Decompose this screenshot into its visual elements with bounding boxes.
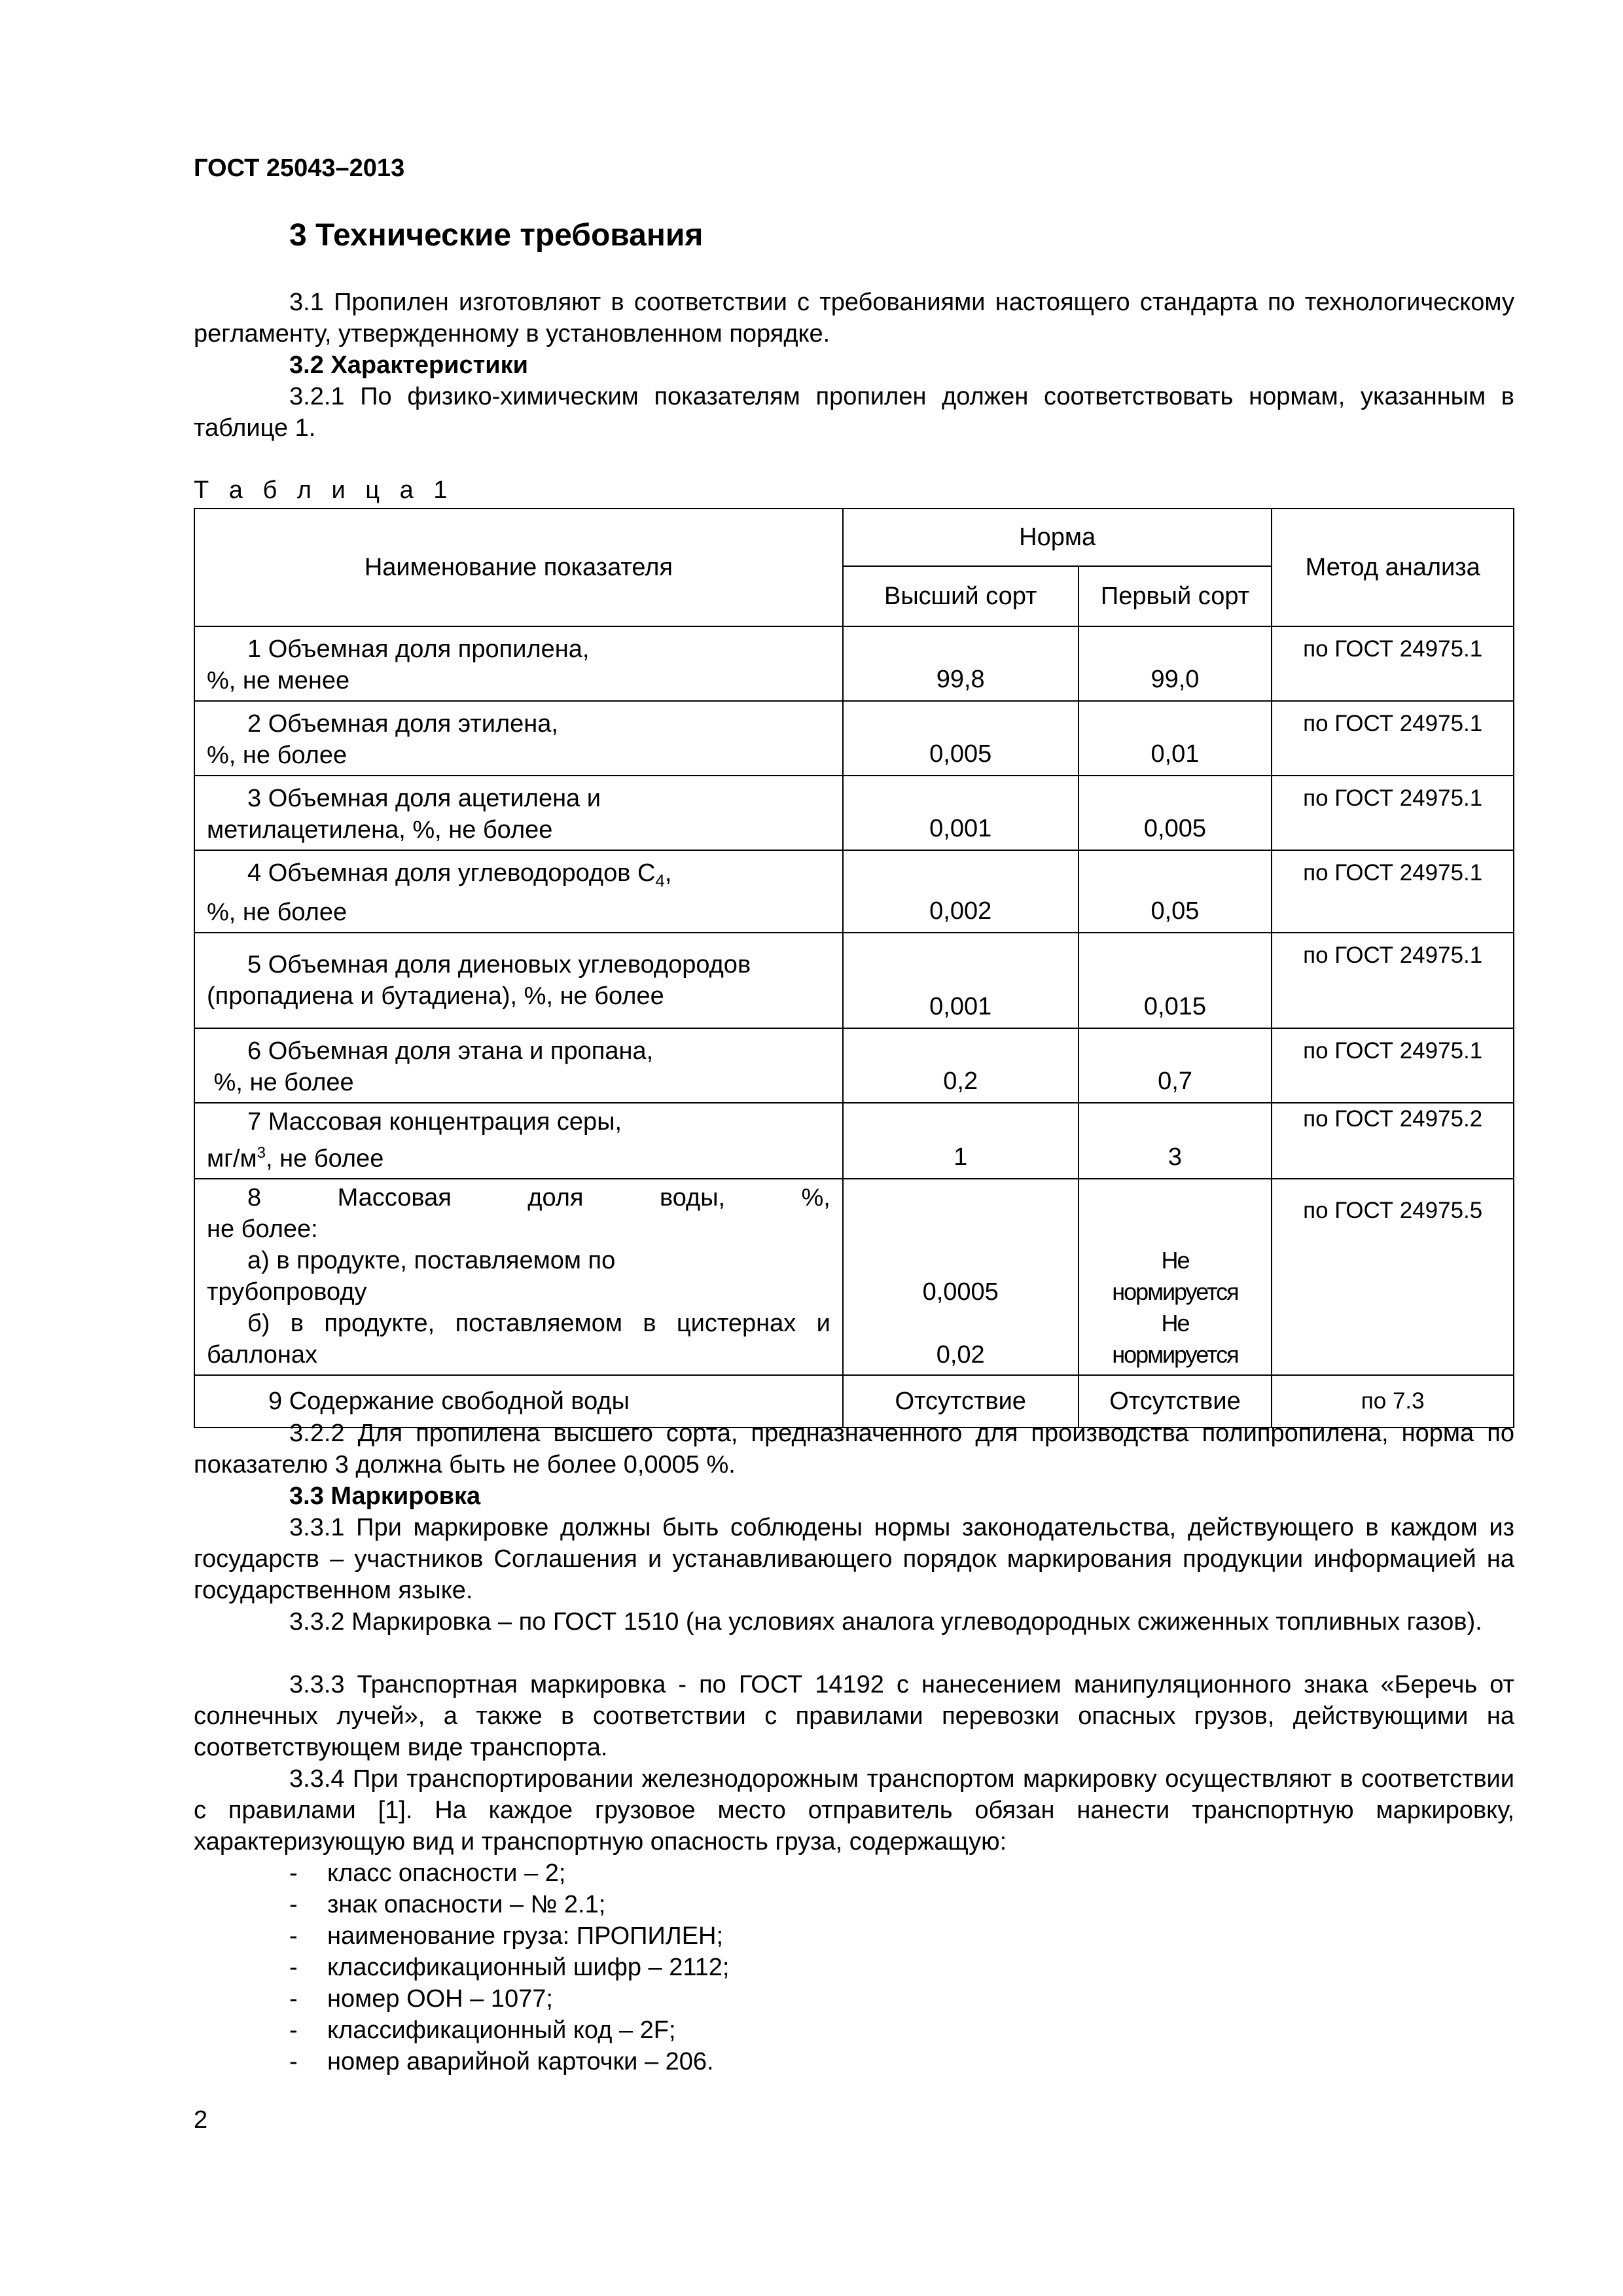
analysis-method: по ГОСТ 24975.2 <box>1272 1103 1514 1179</box>
document-code-header: ГОСТ 25043–2013 <box>194 154 405 182</box>
section-title: 3 Технические требования <box>289 218 704 253</box>
indicator-line-1: 7 Массовая концентрация серы, <box>247 1107 622 1136</box>
analysis-method: по ГОСТ 24975.5 <box>1272 1179 1514 1375</box>
value-top-grade: 1 <box>843 1103 1079 1179</box>
list-item <box>289 1889 730 1920</box>
indicator-text-tail: , не более <box>266 1145 384 1173</box>
list-item-text: знак опасности – № 2.1; <box>327 1891 606 1918</box>
subitem-b-line-1: б) в продукте, поставляемом в цистернах и <box>247 1310 830 1338</box>
analysis-method: по ГОСТ 24975.1 <box>1272 701 1514 776</box>
indicator-name <box>194 701 843 776</box>
indicator-line-1: 8 Массовая доля воды, %, <box>247 1184 830 1212</box>
list-item-text: номер аварийной карточки – 206. <box>327 2048 714 2075</box>
subsection-title-3-3: 3.3 Маркировка <box>289 1482 481 1510</box>
value-top-grade: 0,002 <box>843 850 1079 933</box>
list-item-text: классификационный шифр – 2112; <box>327 1954 730 1981</box>
marking-list <box>289 1857 730 2077</box>
value-top-grade <box>843 1179 1079 1375</box>
value-first-grade: 0,05 <box>1079 850 1272 933</box>
paragraph-3-2-2: 3.2.2 Для пропилена высшего сорта, предназначенного для производства полипропилена, норма по показателю 3 должна быть не более 0,0005 %. <box>194 1420 1514 1479</box>
table-row <box>194 626 1514 701</box>
table-header-row <box>194 509 1514 566</box>
value-top-grade: Отсутствие <box>843 1375 1079 1427</box>
indicator-line-1: 3 Объемная доля ацетилена и <box>247 785 601 812</box>
indicator-name <box>194 776 843 850</box>
list-item <box>289 2046 730 2077</box>
value-top-grade: 0,001 <box>843 776 1079 850</box>
not-normalized-a-2: нормируется <box>1112 1278 1238 1306</box>
subitem-a-line-1: а) в продукте, поставляемом по <box>247 1247 616 1275</box>
subsection-title-3-2: 3.2 Характеристики <box>289 351 529 379</box>
value-top-grade: 99,8 <box>843 626 1079 701</box>
value-first-grade: 0,01 <box>1079 701 1272 776</box>
header-first-grade: Первый сорт <box>1079 566 1272 626</box>
page-number: 2 <box>194 2106 208 2134</box>
value-a: 0,0005 <box>922 1278 999 1306</box>
paragraph-3-3-2: 3.3.2 Маркировка – по ГОСТ 1510 (на условиях аналога углеводородных сжиженных топливных газов). <box>289 1608 1482 1636</box>
norms-table <box>194 508 1514 1428</box>
indicator-name <box>194 1179 843 1375</box>
analysis-method: по ГОСТ 24975.1 <box>1272 1028 1514 1103</box>
list-dash: - <box>289 1922 298 1950</box>
list-dash: - <box>289 2017 298 2044</box>
subitem-a-line-2: трубопроводу <box>207 1278 367 1306</box>
list-item <box>289 1920 730 1952</box>
list-dash: - <box>289 1891 298 1918</box>
value-first-grade: 99,0 <box>1079 626 1272 701</box>
value-first-grade: 0,005 <box>1079 776 1272 850</box>
list-item <box>289 1857 730 1889</box>
table-row <box>194 1103 1514 1179</box>
indicator-line-2: метилацетилена, %, не более <box>207 816 553 844</box>
indicator-name: 9 Содержание свободной воды <box>194 1375 843 1427</box>
table-row <box>194 850 1514 933</box>
indicator-name <box>194 1103 843 1179</box>
list-item <box>289 2015 730 2046</box>
paragraph-3-3-4: 3.3.4 При транспортировании железнодорожным транспортом маркировку осуществляют в соответствии с правилами [1]. На каждое грузовое место отправитель обязан нанести транспортную маркировку, характеризующую вид и транспортную опасность груза, содержащую: <box>194 1765 1514 1856</box>
indicator-line-2: %, не более <box>207 742 348 769</box>
table-row <box>194 933 1514 1028</box>
list-dash: - <box>289 1954 298 1981</box>
indicator-name <box>194 1028 843 1103</box>
not-normalized-b-2: нормируется <box>1112 1341 1238 1369</box>
not-normalized-a-1: Не <box>1161 1247 1189 1274</box>
list-item-text: класс опасности – 2; <box>327 1859 566 1887</box>
value-first-grade: 0,015 <box>1079 933 1272 1028</box>
indicator-line-1 <box>207 857 830 897</box>
paragraph-3-3-3: 3.3.3 Транспортная маркировка - по ГОСТ 14192 с нанесением манипуляционного знака «Беречь от солнечных лучей», а также в соответствии с правилами перевозки опасных грузов, действующими на соответствующем виде транспорта. <box>194 1671 1514 1761</box>
not-normalized-b-1: Не <box>1161 1310 1189 1337</box>
table-row <box>194 701 1514 776</box>
indicator-line-2: (пропадиена и бутадиена), %, не более <box>207 982 664 1010</box>
indicator-text: 4 Объемная доля углеводородов С <box>247 859 656 887</box>
indicator-line-1: 2 Объемная доля этилена, <box>247 710 558 738</box>
subscript: 4 <box>655 870 665 891</box>
list-dash: - <box>289 2048 298 2075</box>
indicator-line-2 <box>207 1138 830 1175</box>
analysis-method: по ГОСТ 24975.1 <box>1272 626 1514 701</box>
paragraph-3-1: 3.1 Пропилен изготовляют в соответствии с требованиями настоящего стандарта по технологическому регламенту, утвержденному в установленном порядке. <box>194 289 1514 348</box>
table-row <box>194 776 1514 850</box>
spacer <box>844 1308 1078 1339</box>
header-method: Метод анализа <box>1272 509 1514 626</box>
value-first-grade: Отсутствие <box>1079 1375 1272 1427</box>
list-item <box>289 1952 730 1983</box>
table-row-water <box>194 1179 1514 1375</box>
list-item-text: классификационный код – 2F; <box>327 2017 676 2044</box>
subitem-b-line-2: баллонах <box>207 1341 318 1369</box>
value-first-grade: 0,7 <box>1079 1028 1272 1103</box>
table-row <box>194 1028 1514 1103</box>
superscript: 3 <box>257 1143 266 1162</box>
indicator-line-2: %, не менее <box>207 667 350 694</box>
indicator-name <box>194 850 843 933</box>
indicator-line-2: %, не более <box>207 1068 354 1096</box>
list-item <box>289 1983 730 2015</box>
table-caption: Т а б л и ц а 1 <box>194 476 454 504</box>
analysis-method: по ГОСТ 24975.1 <box>1272 933 1514 1028</box>
indicator-name <box>194 933 843 1028</box>
value-top-grade: 0,001 <box>843 933 1079 1028</box>
list-item-text: номер ООН – 1077; <box>327 1985 553 2013</box>
indicator-line-1: 6 Объемная доля этана и пропана, <box>247 1037 654 1065</box>
indicator-text-tail: , <box>664 859 672 887</box>
spacer <box>844 1245 1078 1276</box>
indicator-name <box>194 626 843 701</box>
value-first-grade <box>1079 1179 1272 1375</box>
value-first-grade: 3 <box>1079 1103 1272 1179</box>
unit-text: мг/м <box>207 1145 257 1173</box>
indicator-line-1: 5 Объемная доля диеновых углеводородов <box>247 950 751 978</box>
indicator-line-1: 1 Объемная доля пропилена, <box>247 636 590 663</box>
value-top-grade: 0,2 <box>843 1028 1079 1103</box>
header-top-grade: Высший сорт <box>843 566 1079 626</box>
analysis-method: по ГОСТ 24975.1 <box>1272 850 1514 933</box>
list-dash: - <box>289 1859 298 1887</box>
paragraph-3-3-1: 3.3.1 При маркировке должны быть соблюдены нормы законодательства, действующего в каждом из государств – участников Соглашения и устанавливающего порядок маркирования продукции информацией на государственном языке. <box>194 1514 1514 1604</box>
list-item-text: наименование груза: ПРОПИЛЕН; <box>327 1922 724 1950</box>
list-dash: - <box>289 1985 298 2013</box>
analysis-method: по ГОСТ 24975.1 <box>1272 776 1514 850</box>
header-name: Наименование показателя <box>194 509 843 626</box>
value-top-grade: 0,005 <box>843 701 1079 776</box>
header-norm: Норма <box>843 509 1272 566</box>
value-b: 0,02 <box>936 1341 985 1369</box>
analysis-method: по 7.3 <box>1272 1375 1514 1427</box>
paragraph-3-2-1: 3.2.1 По физико-химическим показателям пропилен должен соответствовать нормам, указанным в таблице 1. <box>194 383 1514 442</box>
indicator-line-2: не более: <box>207 1215 318 1244</box>
indicator-line-2: %, не более <box>207 898 348 926</box>
